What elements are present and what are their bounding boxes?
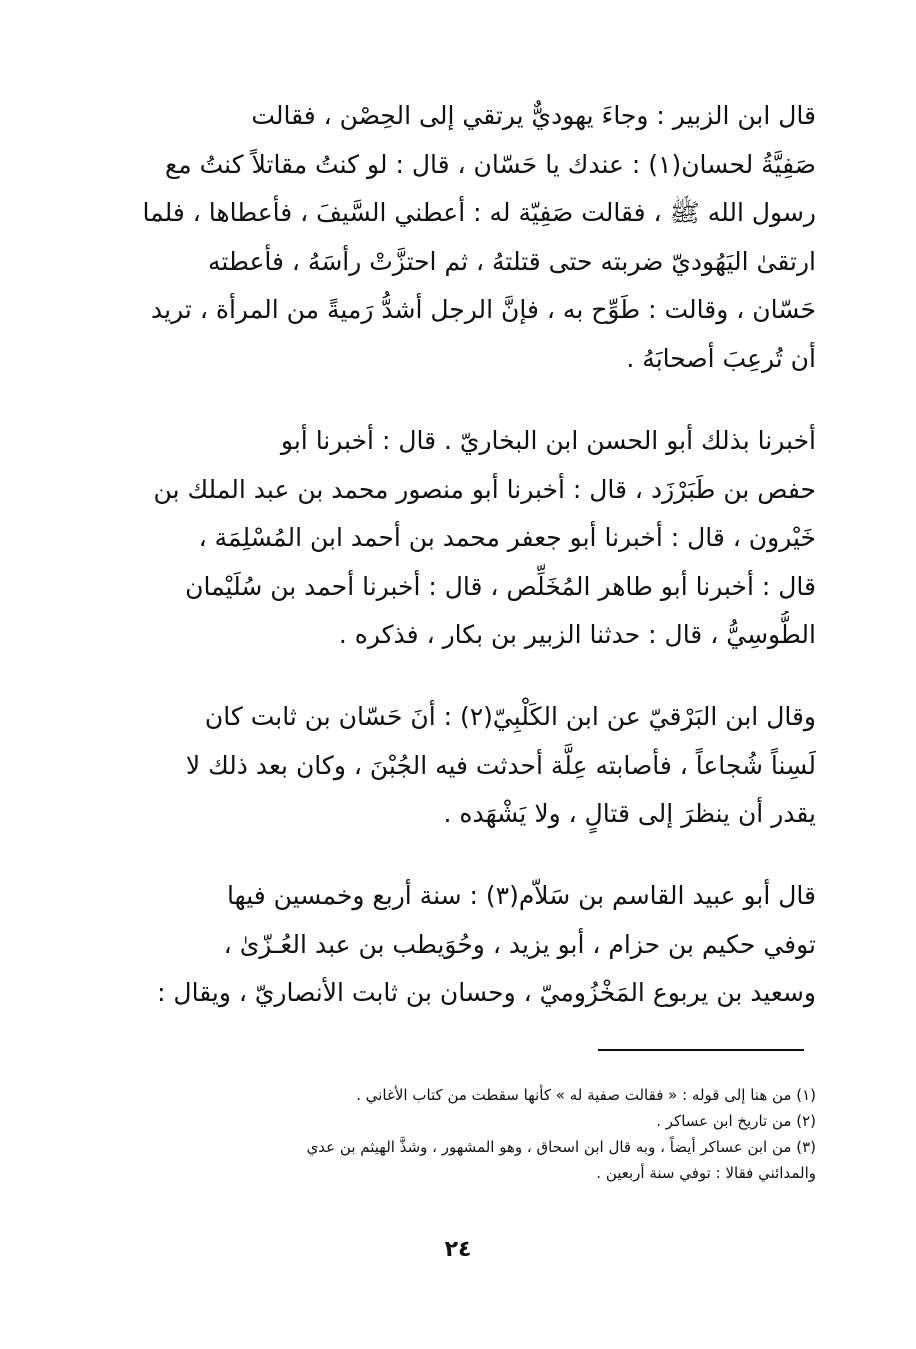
footnote-2: (٢) من تاريخ ابن عساكر . <box>656 1112 816 1130</box>
paragraph-line: الطُّوسِيُّ ، قال : حدثنا الزبير بن بكار ، فذكره . <box>338 620 816 650</box>
footnote-1: (١) من هنا إلى قوله : « فقالت صفية له » كأنها سقطت من كتاب الأغاني . <box>356 1086 816 1104</box>
footnote-divider <box>598 1049 804 1051</box>
paragraph-4 <box>112 872 816 1018</box>
paragraph-line: صَفِيَّةُ لحسان(١) : عندك يا حَسّان ، قال : لو كنتُ مقاتلاً كنتُ مع <box>164 149 816 179</box>
footnotes <box>112 1082 816 1186</box>
paragraph-line: قال أبو عبيد القاسم بن سَلاّم(٣) : سنة أربع وخمسين فيها <box>227 881 816 910</box>
paragraph-line: خَيْرون ، قال : أخبرنا أبو جعفر محمد بن أحمد ابن المُسْلِمَة ، <box>198 523 816 553</box>
paragraph-line: ارتقىٰ اليَهُوديّ ضربته حتى قتلتهُ ، ثم احتزَّتْ رأسَهُ ، فأعطته <box>208 246 816 276</box>
paragraph-line: وسعيد بن يربوع المَخْزُوميّ ، وحسان بن ثابت الأنصاريّ ، ويقال : <box>157 978 816 1008</box>
paragraph-line: لَسِناً شُجاعاً ، فأصابته عِلَّة أحدثت فيه الجُبْنَ ، وكان بعد ذلك لا <box>185 750 816 780</box>
paragraph-2 <box>112 417 816 660</box>
paragraph-line: أن تُرعِبَ أصحابَهُ . <box>626 343 816 373</box>
paragraph-line: رسول الله ﷺ ، فقالت صَفِيّة له : أعطني السَّيفَ ، فأعطاها ، فلما <box>142 198 816 228</box>
paragraph-line: حَسّان ، وقالت : طَوِّح به ، فإنَّ الرجل أشدُّ رَميةً من المرأة ، تريد <box>151 295 816 325</box>
paragraph-line: يقدر أن ينظرَ إلى قتالٍ ، ولا يَشْهَده . <box>443 799 816 829</box>
footnote-3-continuation: والمدائني فقالا : توفي سنة أربعين . <box>596 1164 816 1182</box>
paragraph-line: وقال ابن البَرْقيّ عن ابن الكَلْبِيّ(٢) : أنَ حَسّان بن ثابت كان <box>204 702 816 731</box>
paragraph-line: حفص بن طَبَرْزَد ، قال : أخبرنا أبو منصور محمد بن عبد الملك بن <box>153 474 816 504</box>
paragraph-line: قال : أخبرنا أبو طاهر المُخَلِّص ، قال : أخبرنا أحمد بن سُلَيْمان <box>185 571 816 601</box>
paragraph-1 <box>112 92 816 384</box>
paragraph-3 <box>112 693 816 839</box>
paragraph-line: قال ابن الزبير : وجاءَ يهوديٌّ يرتقي إلى الحِصْن ، فقالت <box>251 101 816 130</box>
page-number: ٢٤ <box>444 1237 472 1262</box>
footnote-3: (٣) من ابن عساكر أيضاً ، وبه قال ابن اسحاق ، وهو المشهور ، وشذَّ الهيثم بن عدي <box>306 1138 816 1156</box>
paragraph-line: توفي حكيم بن حزام ، أبو يزيد ، وحُوَيطب بن عبد العُـزّىٰ ، <box>223 929 816 959</box>
paragraph-line: أخبرنا بذلك أبو الحسن ابن البخاريّ . قال : أخبرنا أبو <box>280 426 816 455</box>
